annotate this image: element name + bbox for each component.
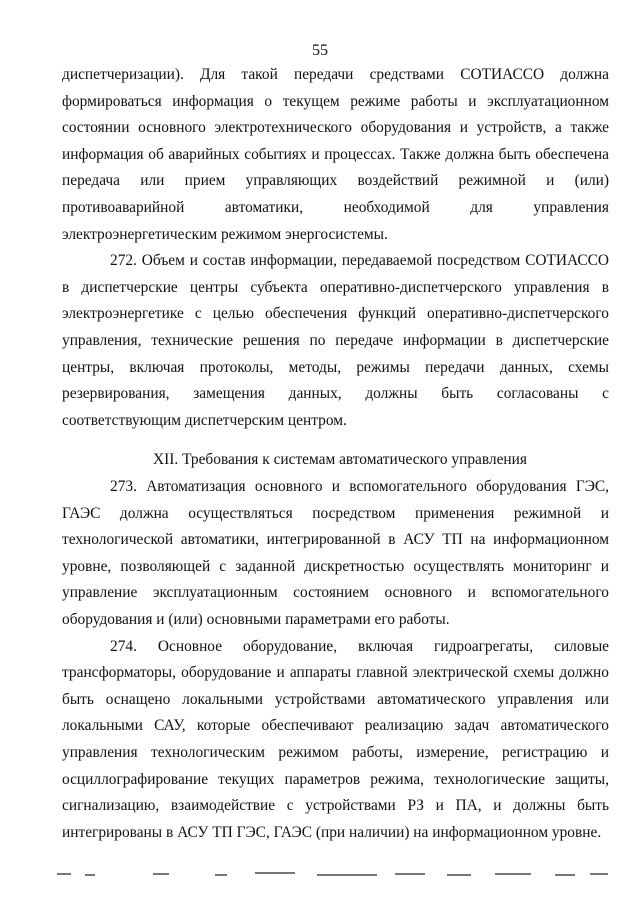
paragraph-274: 274. Основное оборудование, включая гидроагрегаты, силовые трансформаторы, оборудование и аппараты главной электрической схемы должно быть оснащено локальными устройствами автоматического управления или локальными САУ, которые обеспечивают реализацию задач автоматического управления технологическим режимом работы, измерение, регистрацию и осциллографирование текущих параметров режима, технологические защиты, сигнализацию, взаимодействие с устройствами РЗ и ПА, и должны быть интегрированы в АСУ ТП ГЭС, ГАЭС (при наличии) на информационном уровне. (62, 637, 609, 841)
text-block-top (62, 62, 609, 434)
paragraph-273: 273. Автоматизация основного и вспомогательного оборудования ГЭС, ГАЭС должна осуществляться посредством применения режимной и технологической автоматики, интегрированной в АСУ ТП на информационном уровне, позволяющей с заданной дискретностью осуществлять мониторинг и управление эксплуатационным состоянием основного и вспомогательного оборудования и (или) основными параметрами его работы. (62, 478, 609, 628)
section-heading: XII. Требования к системам автоматического управления (153, 451, 527, 468)
scan-artifact (55, 868, 615, 880)
text-block-bottom (62, 474, 609, 846)
paragraph-continued: диспетчеризации). Для такой передачи средствами СОТИАССО должна формироваться информация о текущем режиме работы и эксплуатационном состоянии основного электротехнического оборудования и устройств, а также информация об аварийных событиях и процессах. Также должна быть обеспечена передача или прием управляющих воздействий режимной и (или) противоаварийной автоматики, необходимой для управления электроэнергетическим режимом энергосистемы. (62, 66, 609, 243)
paragraph-272: 272. Объем и состав информации, передаваемой посредством СОТИАССО в диспетчерские центры субъекта оперативно-диспетчерского управления в электроэнергетике с целью обеспечения функций оперативно-диспетчерского управления, технические решения по передаче информации в диспетчерские центры, включая протоколы, методы, режимы передачи данных, схемы резервирования, замещения данных, должны быть согласованы с соответствующим диспетчерским центром. (62, 252, 609, 429)
page-number: 55 (312, 42, 328, 59)
